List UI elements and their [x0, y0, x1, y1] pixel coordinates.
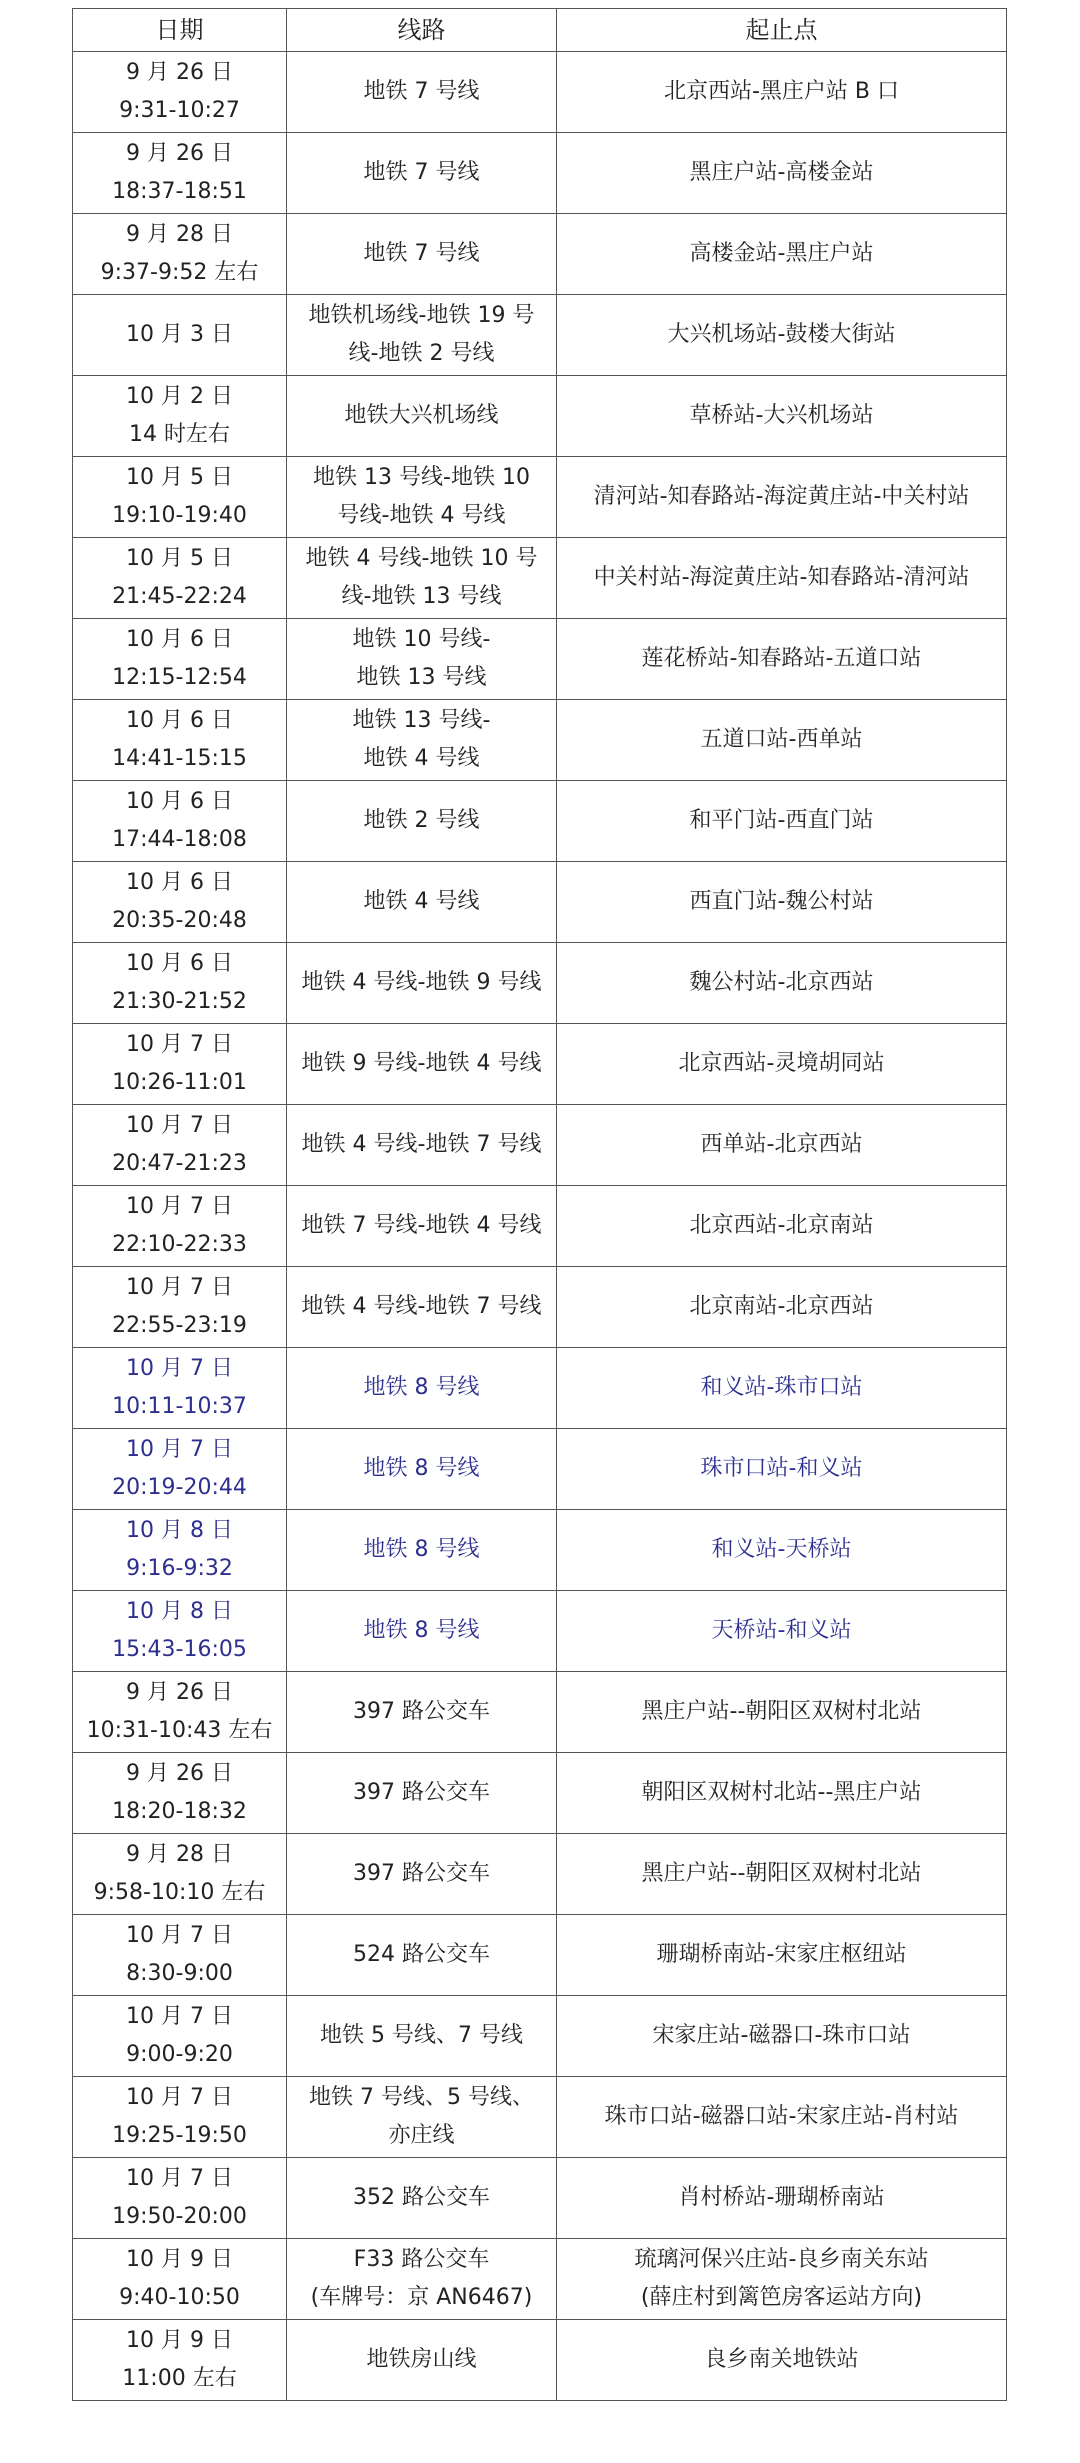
date-cell: [73, 1915, 287, 1996]
stops-cell-line: 草桥站-大兴机场站: [689, 403, 874, 428]
stops-cell-line: 和义站-天桥站: [711, 1537, 852, 1562]
route-cell: [287, 2239, 557, 2320]
table-row: [73, 133, 1007, 214]
stops-cell-line: 西直门站-魏公村站: [689, 889, 874, 914]
stops-cell-line: 魏公村站-北京西站: [689, 970, 874, 995]
date-cell-line: 10 月 9 日: [126, 2247, 233, 2272]
route-cell: [287, 1105, 557, 1186]
route-cell-line: F33 路公交车: [353, 2247, 490, 2272]
stops-cell-line: (薛庄村到篱笆房客运站方向): [640, 2285, 923, 2310]
date-cell: [73, 457, 287, 538]
date-cell-line: 10 月 6 日: [126, 870, 233, 895]
stops-cell: [557, 1348, 1007, 1429]
route-cell: [287, 295, 557, 376]
route-cell-line: 397 路公交车: [353, 1861, 490, 1886]
route-cell-line: 地铁 8 号线: [363, 1456, 480, 1481]
route-cell-line: 地铁 8 号线: [363, 1375, 480, 1400]
stops-cell: [557, 2077, 1007, 2158]
stops-cell-line: 黑庄户站--朝阳区双树村北站: [641, 1699, 922, 1724]
date-cell-line: 10 月 7 日: [126, 1437, 233, 1462]
table-row: [73, 862, 1007, 943]
date-cell: [73, 538, 287, 619]
date-cell: [73, 1105, 287, 1186]
route-cell-line: 地铁 9 号线-地铁 4 号线: [301, 1051, 542, 1076]
table-row: [73, 457, 1007, 538]
route-cell-line: 地铁大兴机场线: [344, 403, 499, 428]
stops-cell: [557, 52, 1007, 133]
date-cell-line: 10 月 6 日: [126, 951, 233, 976]
itinerary-table: [72, 8, 1007, 2401]
table-row: [73, 1186, 1007, 1267]
route-cell-line: 地铁 4 号线-地铁 10 号: [305, 546, 538, 571]
date-cell-line: 9:00-9:20: [126, 2042, 233, 2067]
route-cell-line: 地铁 4 号线-地铁 7 号线: [301, 1132, 542, 1157]
stops-cell: [557, 862, 1007, 943]
route-cell-line: 地铁 4 号线: [363, 746, 480, 771]
date-cell-line: 10 月 8 日: [126, 1518, 233, 1543]
date-cell-line: 14:41-15:15: [112, 746, 247, 771]
table-row: [73, 943, 1007, 1024]
date-cell-line: 9 月 28 日: [126, 1842, 233, 1867]
route-cell: [287, 538, 557, 619]
date-cell-line: 15:43-16:05: [112, 1637, 247, 1662]
date-cell-line: 21:45-22:24: [112, 584, 247, 609]
date-cell-line: 9:31-10:27: [119, 98, 240, 123]
route-cell-line: 地铁 2 号线: [363, 808, 480, 833]
table-row: [73, 376, 1007, 457]
stops-cell: [557, 1024, 1007, 1105]
route-cell-line: 地铁 7 号线、5 号线、: [309, 2085, 534, 2110]
table-body: [73, 52, 1007, 2401]
date-cell-line: 10 月 7 日: [126, 2166, 233, 2191]
date-cell: [73, 1834, 287, 1915]
date-cell-line: 10:11-10:37: [112, 1394, 247, 1419]
route-cell: [287, 1348, 557, 1429]
date-cell: [73, 1996, 287, 2077]
stops-cell-line: 朝阳区双树村北站--黑庄户站: [641, 1780, 922, 1805]
date-cell-line: 20:19-20:44: [112, 1475, 247, 1500]
date-cell-line: 10 月 7 日: [126, 2004, 233, 2029]
date-cell-line: 18:20-18:32: [112, 1799, 247, 1824]
date-cell-line: 9:16-9:32: [126, 1556, 233, 1581]
date-cell-line: 22:55-23:19: [112, 1313, 247, 1338]
route-cell-line: 397 路公交车: [353, 1699, 490, 1724]
stops-cell-line: 西单站-北京西站: [700, 1132, 863, 1157]
stops-cell: [557, 1186, 1007, 1267]
stops-cell: [557, 781, 1007, 862]
date-cell-line: 9 月 26 日: [126, 141, 233, 166]
route-cell: [287, 1429, 557, 1510]
table-header: [73, 9, 1007, 52]
route-cell-line: 地铁 13 号线-: [352, 708, 491, 733]
stops-cell-line: 大兴机场站-鼓楼大街站: [667, 322, 896, 347]
table-row: [73, 538, 1007, 619]
date-cell-line: 10:31-10:43 左右: [86, 1718, 273, 1743]
date-cell: [73, 133, 287, 214]
date-cell-line: 10 月 7 日: [126, 1275, 233, 1300]
stops-cell-line: 珠市口站-和义站: [700, 1456, 863, 1481]
stops-cell: [557, 1996, 1007, 2077]
table-row: [73, 1510, 1007, 1591]
stops-cell: [557, 1591, 1007, 1672]
date-cell-line: 9 月 26 日: [126, 1761, 233, 1786]
date-cell-line: 10 月 7 日: [126, 1194, 233, 1219]
date-cell-line: 10 月 9 日: [126, 2328, 233, 2353]
date-cell: [73, 1348, 287, 1429]
table-row: [73, 1024, 1007, 1105]
route-cell-line: 号线-地铁 4 号线: [337, 503, 506, 528]
date-cell-line: 21:30-21:52: [112, 989, 247, 1014]
stops-cell: [557, 1267, 1007, 1348]
table-row: [73, 214, 1007, 295]
route-cell: [287, 52, 557, 133]
date-cell: [73, 1186, 287, 1267]
header-date: 日期: [73, 9, 287, 52]
stops-cell-line: 和义站-珠市口站: [700, 1375, 863, 1400]
date-cell: [73, 781, 287, 862]
stops-cell: [557, 1915, 1007, 1996]
date-cell-line: 10 月 7 日: [126, 1356, 233, 1381]
date-cell-line: 18:37-18:51: [112, 179, 247, 204]
date-cell-line: 9 月 28 日: [126, 222, 233, 247]
stops-cell-line: 北京西站-黑庄户站 B 口: [663, 79, 900, 104]
route-cell-line: 地铁 4 号线-地铁 9 号线: [301, 970, 542, 995]
date-cell-line: 9:37-9:52 左右: [100, 260, 259, 285]
route-cell-line: 地铁 7 号线: [363, 79, 480, 104]
stops-cell: [557, 2158, 1007, 2239]
stops-cell-line: 五道口站-西单站: [700, 727, 863, 752]
route-cell-line: 地铁 7 号线: [363, 160, 480, 185]
route-cell: [287, 133, 557, 214]
date-cell-line: 10 月 7 日: [126, 1113, 233, 1138]
route-cell-line: 地铁 4 号线-地铁 7 号线: [301, 1294, 542, 1319]
date-cell-line: 10 月 7 日: [126, 1032, 233, 1057]
date-cell: [73, 2320, 287, 2401]
route-cell: [287, 1267, 557, 1348]
stops-cell-line: 琉璃河保兴庄站-良乡南关东站: [634, 2247, 929, 2272]
date-cell-line: 10 月 7 日: [126, 1923, 233, 1948]
date-cell: [73, 2239, 287, 2320]
date-cell: [73, 1672, 287, 1753]
table-row: [73, 1996, 1007, 2077]
stops-cell: [557, 457, 1007, 538]
date-cell: [73, 1510, 287, 1591]
stops-cell-line: 黑庄户站-高楼金站: [689, 160, 874, 185]
stops-cell-line: 黑庄户站--朝阳区双树村北站: [641, 1861, 922, 1886]
route-cell: [287, 781, 557, 862]
route-cell: [287, 2158, 557, 2239]
route-cell: [287, 862, 557, 943]
stops-cell: [557, 133, 1007, 214]
route-cell: [287, 700, 557, 781]
stops-cell: [557, 2239, 1007, 2320]
table-row: [73, 295, 1007, 376]
route-cell-line: 地铁 7 号线: [363, 241, 480, 266]
date-cell: [73, 862, 287, 943]
route-cell: [287, 1591, 557, 1672]
stops-cell-line: 良乡南关地铁站: [704, 2347, 859, 2372]
stops-cell-line: 肖村桥站-珊瑚桥南站: [678, 2185, 885, 2210]
date-cell: [73, 1591, 287, 1672]
route-cell: [287, 1024, 557, 1105]
table-row: [73, 1753, 1007, 1834]
date-cell-line: 11:00 左右: [122, 2366, 237, 2391]
table-row: [73, 1348, 1007, 1429]
route-cell: [287, 943, 557, 1024]
route-cell: [287, 376, 557, 457]
table-row: [73, 52, 1007, 133]
route-cell-line: 地铁房山线: [366, 2347, 477, 2372]
date-cell-line: 19:25-19:50: [112, 2123, 247, 2148]
table-row: [73, 1429, 1007, 1510]
date-cell-line: 10 月 8 日: [126, 1599, 233, 1624]
date-cell: [73, 1429, 287, 1510]
route-cell-line: 地铁 8 号线: [363, 1537, 480, 1562]
route-cell-line: 地铁 4 号线: [363, 889, 480, 914]
route-cell: [287, 214, 557, 295]
date-cell-line: 9:40-10:50: [119, 2285, 240, 2310]
header-row: [73, 9, 1007, 52]
date-cell-line: 10 月 6 日: [126, 627, 233, 652]
date-cell: [73, 943, 287, 1024]
route-cell-line: 亦庄线: [388, 2123, 455, 2148]
date-cell-line: 19:50-20:00: [112, 2204, 247, 2229]
route-cell: [287, 1753, 557, 1834]
stops-cell: [557, 1672, 1007, 1753]
date-cell-line: 19:10-19:40: [112, 503, 247, 528]
route-cell-line: (车牌号：京 AN6467): [310, 2285, 533, 2310]
table-row: [73, 1672, 1007, 1753]
stops-cell-line: 清河站-知春路站-海淀黄庄站-中关村站: [593, 484, 970, 509]
date-cell: [73, 1753, 287, 1834]
stops-cell: [557, 619, 1007, 700]
stops-cell: [557, 1834, 1007, 1915]
date-cell-line: 20:35-20:48: [112, 908, 247, 933]
header-route: 线路: [287, 9, 557, 52]
route-cell-line: 地铁 7 号线-地铁 4 号线: [301, 1213, 542, 1238]
itinerary-document: [72, 8, 1006, 2401]
date-cell-line: 9 月 26 日: [126, 1680, 233, 1705]
stops-cell-line: 北京西站-灵境胡同站: [678, 1051, 885, 1076]
date-cell-line: 10 月 5 日: [126, 546, 233, 571]
date-cell-line: 10 月 6 日: [126, 708, 233, 733]
date-cell: [73, 1267, 287, 1348]
stops-cell: [557, 1105, 1007, 1186]
stops-cell: [557, 943, 1007, 1024]
route-cell-line: 524 路公交车: [353, 1942, 490, 1967]
date-cell: [73, 2158, 287, 2239]
date-cell: [73, 295, 287, 376]
route-cell: [287, 1510, 557, 1591]
table-row: [73, 2158, 1007, 2239]
date-cell-line: 22:10-22:33: [112, 1232, 247, 1257]
date-cell: [73, 376, 287, 457]
table-row: [73, 1834, 1007, 1915]
table-row: [73, 2320, 1007, 2401]
date-cell-line: 10 月 7 日: [126, 2085, 233, 2110]
stops-cell-line: 高楼金站-黑庄户站: [689, 241, 874, 266]
stops-cell: [557, 376, 1007, 457]
date-cell-line: 10:26-11:01: [112, 1070, 247, 1095]
stops-cell-line: 天桥站-和义站: [711, 1618, 852, 1643]
stops-cell: [557, 295, 1007, 376]
table-row: [73, 619, 1007, 700]
date-cell-line: 9 月 26 日: [126, 60, 233, 85]
stops-cell: [557, 2320, 1007, 2401]
table-row: [73, 1915, 1007, 1996]
route-cell: [287, 1834, 557, 1915]
stops-cell: [557, 1429, 1007, 1510]
date-cell-line: 12:15-12:54: [112, 665, 247, 690]
stops-cell-line: 宋家庄站-磁器口-珠市口站: [652, 2023, 911, 2048]
date-cell-line: 10 月 2 日: [126, 384, 233, 409]
stops-cell: [557, 1510, 1007, 1591]
route-cell-line: 线-地铁 13 号线: [341, 584, 502, 609]
table-row: [73, 2239, 1007, 2320]
route-cell: [287, 1672, 557, 1753]
date-cell-line: 17:44-18:08: [112, 827, 247, 852]
route-cell-line: 地铁 10 号线-: [352, 627, 491, 652]
stops-cell: [557, 538, 1007, 619]
date-cell: [73, 52, 287, 133]
route-cell: [287, 1915, 557, 1996]
date-cell: [73, 700, 287, 781]
route-cell-line: 线-地铁 2 号线: [348, 341, 495, 366]
table-row: [73, 1591, 1007, 1672]
table-row: [73, 700, 1007, 781]
stops-cell: [557, 700, 1007, 781]
date-cell: [73, 2077, 287, 2158]
date-cell-line: 9:58-10:10 左右: [93, 1880, 266, 1905]
stops-cell-line: 莲花桥站-知春路站-五道口站: [641, 646, 922, 671]
stops-cell-line: 北京西站-北京南站: [689, 1213, 874, 1238]
date-cell-line: 10 月 6 日: [126, 789, 233, 814]
stops-cell-line: 珠市口站-磁器口站-宋家庄站-肖村站: [604, 2104, 959, 2129]
route-cell: [287, 619, 557, 700]
table-row: [73, 2077, 1007, 2158]
stops-cell-line: 中关村站-海淀黄庄站-知春路站-清河站: [593, 565, 970, 590]
stops-cell-line: 北京南站-北京西站: [689, 1294, 874, 1319]
header-stops: 起止点: [557, 9, 1007, 52]
stops-cell-line: 和平门站-西直门站: [689, 808, 874, 833]
route-cell-line: 地铁机场线-地铁 19 号: [308, 303, 535, 328]
route-cell: [287, 1996, 557, 2077]
stops-cell: [557, 1753, 1007, 1834]
route-cell: [287, 1186, 557, 1267]
table-row: [73, 1267, 1007, 1348]
date-cell-line: 10 月 5 日: [126, 465, 233, 490]
route-cell: [287, 457, 557, 538]
date-cell-line: 8:30-9:00: [126, 1961, 233, 1986]
stops-cell-line: 珊瑚桥南站-宋家庄枢纽站: [656, 1942, 907, 1967]
table-row: [73, 781, 1007, 862]
date-cell: [73, 1024, 287, 1105]
route-cell-line: 地铁 13 号线-地铁 10: [313, 465, 530, 490]
route-cell-line: 地铁 8 号线: [363, 1618, 480, 1643]
date-cell: [73, 214, 287, 295]
date-cell-line: 14 时左右: [129, 422, 230, 447]
route-cell-line: 地铁 5 号线、7 号线: [320, 2023, 523, 2048]
route-cell-line: 352 路公交车: [353, 2185, 490, 2210]
date-cell-line: 10 月 3 日: [126, 322, 233, 347]
route-cell-line: 397 路公交车: [353, 1780, 490, 1805]
table-row: [73, 1105, 1007, 1186]
route-cell: [287, 2077, 557, 2158]
stops-cell: [557, 214, 1007, 295]
route-cell-line: 地铁 13 号线: [356, 665, 487, 690]
date-cell: [73, 619, 287, 700]
route-cell: [287, 2320, 557, 2401]
date-cell-line: 20:47-21:23: [112, 1151, 247, 1176]
